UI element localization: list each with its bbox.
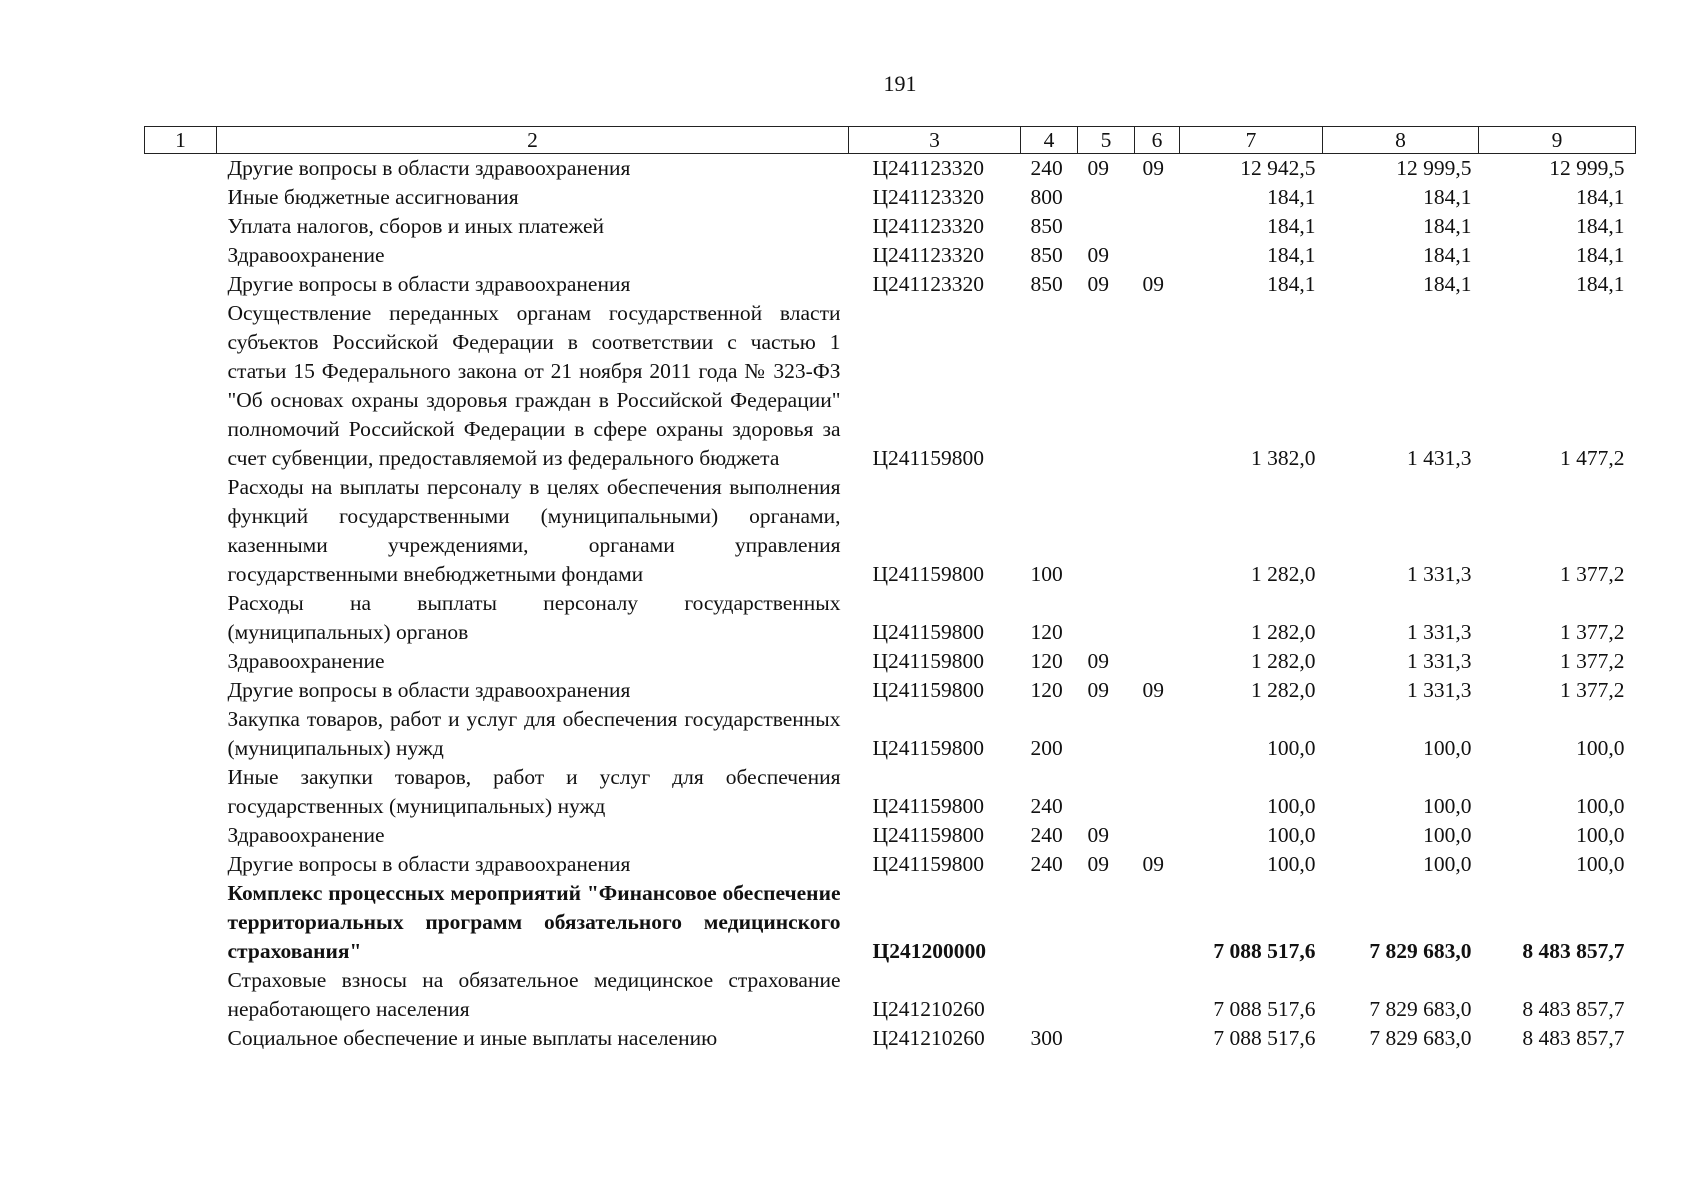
- row-code-cell: Ц241159800: [872, 678, 984, 702]
- row-spacer-cell: [145, 299, 217, 473]
- row-col8-value: 184,1: [1423, 185, 1472, 209]
- row-col4-cell: 850: [1030, 272, 1063, 296]
- row-name-cell: Страховые взносы на обязательное медицинское страхование неработающего населения: [227, 968, 841, 1021]
- row-col9-value: 100,0: [1576, 794, 1625, 818]
- row-col9-value: 1 377,2: [1560, 649, 1625, 673]
- table-row: [145, 299, 1636, 473]
- row-col6-cell: [1135, 212, 1180, 241]
- row-col4-cell: [1021, 299, 1078, 473]
- row-col5-cell: 09: [1087, 156, 1109, 180]
- table-row: [145, 966, 1636, 1024]
- row-col6-cell: 09: [1142, 678, 1164, 702]
- column-header: 4: [1021, 127, 1078, 154]
- table-row: [145, 473, 1636, 589]
- row-code-cell: Ц241159800: [872, 794, 984, 818]
- row-col9-value: 12 999,5: [1549, 156, 1625, 180]
- row-col7-value: 184,1: [1267, 272, 1316, 296]
- table-row: [145, 212, 1636, 241]
- row-spacer-cell: [145, 1024, 217, 1053]
- column-header: 7: [1180, 127, 1323, 154]
- row-col5-cell: [1078, 763, 1135, 821]
- column-header: 2: [217, 127, 849, 154]
- row-col9-value: 184,1: [1576, 243, 1625, 267]
- row-col6-cell: [1135, 1024, 1180, 1053]
- row-code-cell: Ц241123320: [872, 214, 984, 238]
- row-col5-cell: [1078, 183, 1135, 212]
- row-col7-value: 100,0: [1267, 736, 1316, 760]
- row-col7-value: 184,1: [1267, 185, 1316, 209]
- row-col7-value: 184,1: [1267, 243, 1316, 267]
- row-col5-cell: 09: [1087, 852, 1109, 876]
- row-name-cell: Другие вопросы в области здравоохранения: [227, 272, 631, 296]
- row-name-cell: Комплекс процессных мероприятий "Финансовое обеспечение территориальных программ обязательного медицинского страхования": [227, 881, 841, 963]
- row-col4-cell: 800: [1030, 185, 1063, 209]
- row-col8-value: 184,1: [1423, 243, 1472, 267]
- table-row: [145, 647, 1636, 676]
- row-col8-value: 184,1: [1423, 214, 1472, 238]
- row-col8-value: 7 829 683,0: [1369, 939, 1472, 963]
- row-name-cell: Здравоохранение: [227, 649, 385, 673]
- row-code-cell: Ц241123320: [872, 185, 984, 209]
- table-row: [145, 270, 1636, 299]
- row-col6-cell: [1135, 241, 1180, 270]
- row-col9-value: 184,1: [1576, 272, 1625, 296]
- row-col6-cell: [1135, 183, 1180, 212]
- row-col6-cell: [1135, 473, 1180, 589]
- row-col5-cell: [1078, 299, 1135, 473]
- row-col7-value: 7 088 517,6: [1213, 1026, 1316, 1050]
- row-col9-value: 8 483 857,7: [1522, 939, 1625, 963]
- table-row: [145, 705, 1636, 763]
- table-row: [145, 879, 1636, 966]
- row-code-cell: Ц241159800: [872, 649, 984, 673]
- row-spacer-cell: [145, 589, 217, 647]
- column-header: 5: [1078, 127, 1135, 154]
- row-spacer-cell: [145, 850, 217, 879]
- row-col7-value: 12 942,5: [1240, 156, 1316, 180]
- budget-table: [144, 126, 1636, 1053]
- row-col4-cell: 240: [1030, 794, 1063, 818]
- row-col5-cell: 09: [1087, 678, 1109, 702]
- row-code-cell: Ц241159800: [872, 446, 984, 470]
- row-col9-value: 184,1: [1576, 214, 1625, 238]
- row-col7-value: 1 382,0: [1251, 446, 1316, 470]
- row-col8-value: 100,0: [1423, 852, 1472, 876]
- row-spacer-cell: [145, 241, 217, 270]
- row-col7-value: 7 088 517,6: [1213, 997, 1316, 1021]
- row-code-cell: Ц241123320: [872, 272, 984, 296]
- row-spacer-cell: [145, 676, 217, 705]
- row-name-cell: Другие вопросы в области здравоохранения: [227, 156, 631, 180]
- table-row: [145, 676, 1636, 705]
- row-col4-cell: 120: [1030, 649, 1063, 673]
- row-spacer-cell: [145, 212, 217, 241]
- row-col5-cell: 09: [1087, 243, 1109, 267]
- row-col4-cell: 200: [1030, 736, 1063, 760]
- row-col9-value: 8 483 857,7: [1522, 1026, 1625, 1050]
- row-spacer-cell: [145, 705, 217, 763]
- row-name-cell: Расходы на выплаты персоналу в целях обеспечения выполнения функций государственными (муниципальными) органами, казенными учреждениями, органами управления государственными внебюджетными фондами: [227, 475, 841, 586]
- row-col8-value: 1 331,3: [1407, 678, 1472, 702]
- row-col6-cell: 09: [1142, 156, 1164, 180]
- row-code-cell: Ц241210260: [872, 1026, 985, 1050]
- row-col8-value: 1 331,3: [1407, 649, 1472, 673]
- row-col9-value: 100,0: [1576, 736, 1625, 760]
- row-code-cell: Ц241123320: [872, 243, 984, 267]
- row-spacer-cell: [145, 270, 217, 299]
- row-col5-cell: 09: [1087, 272, 1109, 296]
- row-col5-cell: [1078, 473, 1135, 589]
- row-spacer-cell: [145, 879, 217, 966]
- column-header: 1: [145, 127, 217, 154]
- table-body: [145, 154, 1636, 1054]
- row-spacer-cell: [145, 183, 217, 212]
- row-col6-cell: [1135, 647, 1180, 676]
- row-col4-cell: 120: [1030, 620, 1063, 644]
- row-col7-value: 100,0: [1267, 823, 1316, 847]
- row-col7-value: 100,0: [1267, 852, 1316, 876]
- row-col6-cell: 09: [1142, 852, 1164, 876]
- row-col5-cell: [1078, 966, 1135, 1024]
- row-col6-cell: 09: [1142, 272, 1164, 296]
- table-header: [145, 127, 1636, 154]
- row-col4-cell: [1021, 966, 1078, 1024]
- row-name-cell: Другие вопросы в области здравоохранения: [227, 852, 631, 876]
- row-code-cell: Ц241159800: [872, 852, 984, 876]
- row-code-cell: Ц241123320: [872, 156, 984, 180]
- row-spacer-cell: [145, 763, 217, 821]
- row-col5-cell: [1078, 589, 1135, 647]
- row-col5-cell: [1078, 212, 1135, 241]
- row-code-cell: Ц241159800: [872, 736, 984, 760]
- row-code-cell: Ц241159800: [872, 562, 984, 586]
- row-spacer-cell: [145, 821, 217, 850]
- row-col9-value: 8 483 857,7: [1522, 997, 1625, 1021]
- row-col4-cell: 240: [1030, 823, 1063, 847]
- column-header: 6: [1135, 127, 1180, 154]
- row-col5-cell: 09: [1087, 649, 1109, 673]
- row-col7-value: 7 088 517,6: [1213, 939, 1316, 963]
- row-spacer-cell: [145, 473, 217, 589]
- row-col8-value: 7 829 683,0: [1369, 997, 1472, 1021]
- row-col5-cell: 09: [1087, 823, 1109, 847]
- row-spacer-cell: [145, 647, 217, 676]
- row-col9-value: 1 477,2: [1560, 446, 1625, 470]
- row-name-cell: Иные бюджетные ассигнования: [227, 185, 519, 209]
- row-col8-value: 12 999,5: [1396, 156, 1472, 180]
- row-col8-value: 100,0: [1423, 736, 1472, 760]
- row-col8-value: 1 331,3: [1407, 562, 1472, 586]
- row-col8-value: 100,0: [1423, 794, 1472, 818]
- row-col6-cell: [1135, 763, 1180, 821]
- row-name-cell: Социальное обеспечение и иные выплаты населению: [227, 1026, 718, 1050]
- row-col7-value: 1 282,0: [1251, 678, 1316, 702]
- row-col9-value: 184,1: [1576, 185, 1625, 209]
- row-col4-cell: 120: [1030, 678, 1063, 702]
- row-col5-cell: [1078, 879, 1135, 966]
- row-col4-cell: 850: [1030, 243, 1063, 267]
- table-row: [145, 821, 1636, 850]
- row-col7-value: 1 282,0: [1251, 649, 1316, 673]
- row-col8-value: 184,1: [1423, 272, 1472, 296]
- row-col9-value: 1 377,2: [1560, 562, 1625, 586]
- row-col9-value: 1 377,2: [1560, 678, 1625, 702]
- page-number: 191: [883, 71, 917, 96]
- row-col6-cell: [1135, 705, 1180, 763]
- row-col6-cell: [1135, 299, 1180, 473]
- row-col8-value: 1 431,3: [1407, 446, 1472, 470]
- row-col4-cell: [1021, 879, 1078, 966]
- row-col6-cell: [1135, 589, 1180, 647]
- row-name-cell: Расходы на выплаты персоналу государственных (муниципальных) органов: [227, 591, 841, 644]
- row-col6-cell: [1135, 879, 1180, 966]
- row-code-cell: Ц241159800: [872, 823, 984, 847]
- row-name-cell: Здравоохранение: [227, 243, 385, 267]
- row-name-cell: Здравоохранение: [227, 823, 385, 847]
- row-col4-cell: 850: [1030, 214, 1063, 238]
- row-col7-value: 1 282,0: [1251, 562, 1316, 586]
- column-header: 3: [849, 127, 1021, 154]
- row-col7-value: 1 282,0: [1251, 620, 1316, 644]
- column-header: 8: [1323, 127, 1479, 154]
- table-row: [145, 850, 1636, 879]
- row-col4-cell: 240: [1030, 156, 1063, 180]
- row-col9-value: 100,0: [1576, 823, 1625, 847]
- row-name-cell: Иные закупки товаров, работ и услуг для обеспечения государственных (муниципальных) нужд: [227, 765, 841, 818]
- row-col5-cell: [1078, 705, 1135, 763]
- row-col7-value: 100,0: [1267, 794, 1316, 818]
- row-col4-cell: 300: [1030, 1026, 1063, 1050]
- column-header: 9: [1479, 127, 1636, 154]
- header-row: [145, 127, 1636, 154]
- row-col5-cell: [1078, 1024, 1135, 1053]
- row-code-cell: Ц241210260: [872, 997, 985, 1021]
- table-row: [145, 183, 1636, 212]
- table-row: [145, 241, 1636, 270]
- row-col7-value: 184,1: [1267, 214, 1316, 238]
- table-row: [145, 763, 1636, 821]
- row-col4-cell: 100: [1030, 562, 1063, 586]
- table-row: [145, 154, 1636, 184]
- row-name-cell: Осуществление переданных органам государственной власти субъектов Российской Федерации в соответствии с частью 1 статьи 15 Федерального закона от 21 ноября 2011 года № 323-ФЗ "Об основах охраны здоровья граждан в Российской Федерации" полномочий Российской Федерации в сфере охраны здоровья за счет субвенции, предоставляемой из федерального бюджета: [227, 301, 841, 470]
- row-col4-cell: 240: [1030, 852, 1063, 876]
- row-code-cell: Ц241159800: [872, 620, 984, 644]
- row-spacer-cell: [145, 966, 217, 1024]
- row-spacer-cell: [145, 154, 217, 184]
- row-name-cell: Другие вопросы в области здравоохранения: [227, 678, 631, 702]
- row-col8-value: 7 829 683,0: [1369, 1026, 1472, 1050]
- row-name-cell: Закупка товаров, работ и услуг для обеспечения государственных (муниципальных) нужд: [227, 707, 841, 760]
- row-col6-cell: [1135, 966, 1180, 1024]
- row-col8-value: 1 331,3: [1407, 620, 1472, 644]
- row-name-cell: Уплата налогов, сборов и иных платежей: [227, 214, 605, 238]
- row-col9-value: 1 377,2: [1560, 620, 1625, 644]
- table-row: [145, 589, 1636, 647]
- row-col9-value: 100,0: [1576, 852, 1625, 876]
- row-col6-cell: [1135, 821, 1180, 850]
- row-col8-value: 100,0: [1423, 823, 1472, 847]
- row-code-cell: Ц241200000: [872, 939, 986, 963]
- table-row: [145, 1024, 1636, 1053]
